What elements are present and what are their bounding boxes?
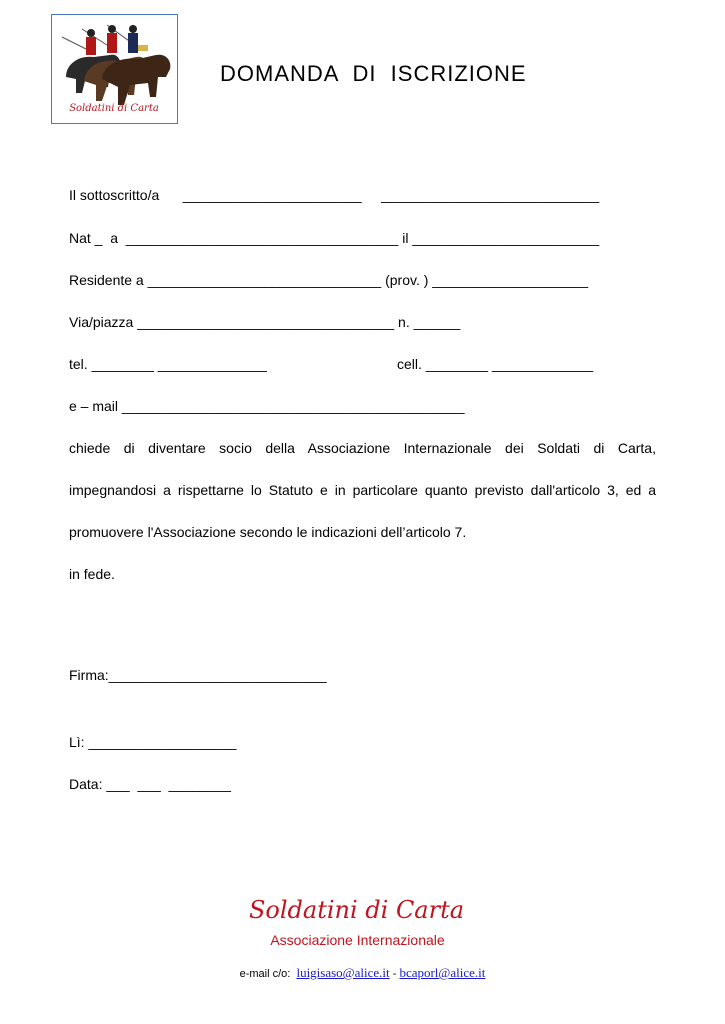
footer-subtitle: Associazione Internazionale (270, 932, 445, 948)
closing-text: in fede. (69, 566, 115, 582)
email-prefix: e-mail c/o: (239, 968, 291, 980)
field-data[interactable]: Data: ___ ___ ________ (69, 776, 231, 792)
field-via[interactable]: Via/piazza _________________________________ n. ______ (69, 314, 461, 330)
body-paragraph-2: impegnandosi a rispettarne lo Statuto e in particolare quanto previsto dall'articolo 3, ed a (69, 482, 656, 498)
email-link-2[interactable]: bcaporl@alice.it (399, 965, 486, 980)
body-paragraph-1: chiede di diventare socio della Associazione Internazionale dei Soldati di Carta, (69, 440, 656, 456)
email-separator: - (389, 968, 400, 980)
field-sottoscritto[interactable]: Il sottoscritto/a _______________________ ____________________________ (69, 187, 600, 203)
field-luogo[interactable]: Lì: ___________________ (69, 734, 237, 750)
email-link-1[interactable]: luigisaso@alice.it (296, 965, 390, 980)
field-residente[interactable]: Residente a ______________________________ (prov. ) ____________________ (69, 272, 588, 288)
footer-brand: Soldatini di Carta (248, 896, 465, 924)
field-nato[interactable]: Nat _ a ___________________________________ il ________________________ (69, 230, 600, 246)
logo (51, 14, 178, 124)
field-email[interactable]: e – mail ____________________________________________ (69, 398, 465, 414)
logo-caption: Soldatini di Carta (69, 103, 159, 114)
field-cell[interactable]: cell. ________ _____________ (397, 356, 594, 372)
field-firma[interactable]: Firma:____________________________ (69, 667, 327, 683)
body-paragraph-3: promuovere l'Associazione secondo le indicazioni dell’articolo 7. (69, 524, 467, 540)
field-tel[interactable]: tel. ________ ______________ (69, 356, 267, 372)
page-title: DOMANDA DI ISCRIZIONE (220, 61, 527, 86)
footer-contacts (0, 965, 725, 981)
